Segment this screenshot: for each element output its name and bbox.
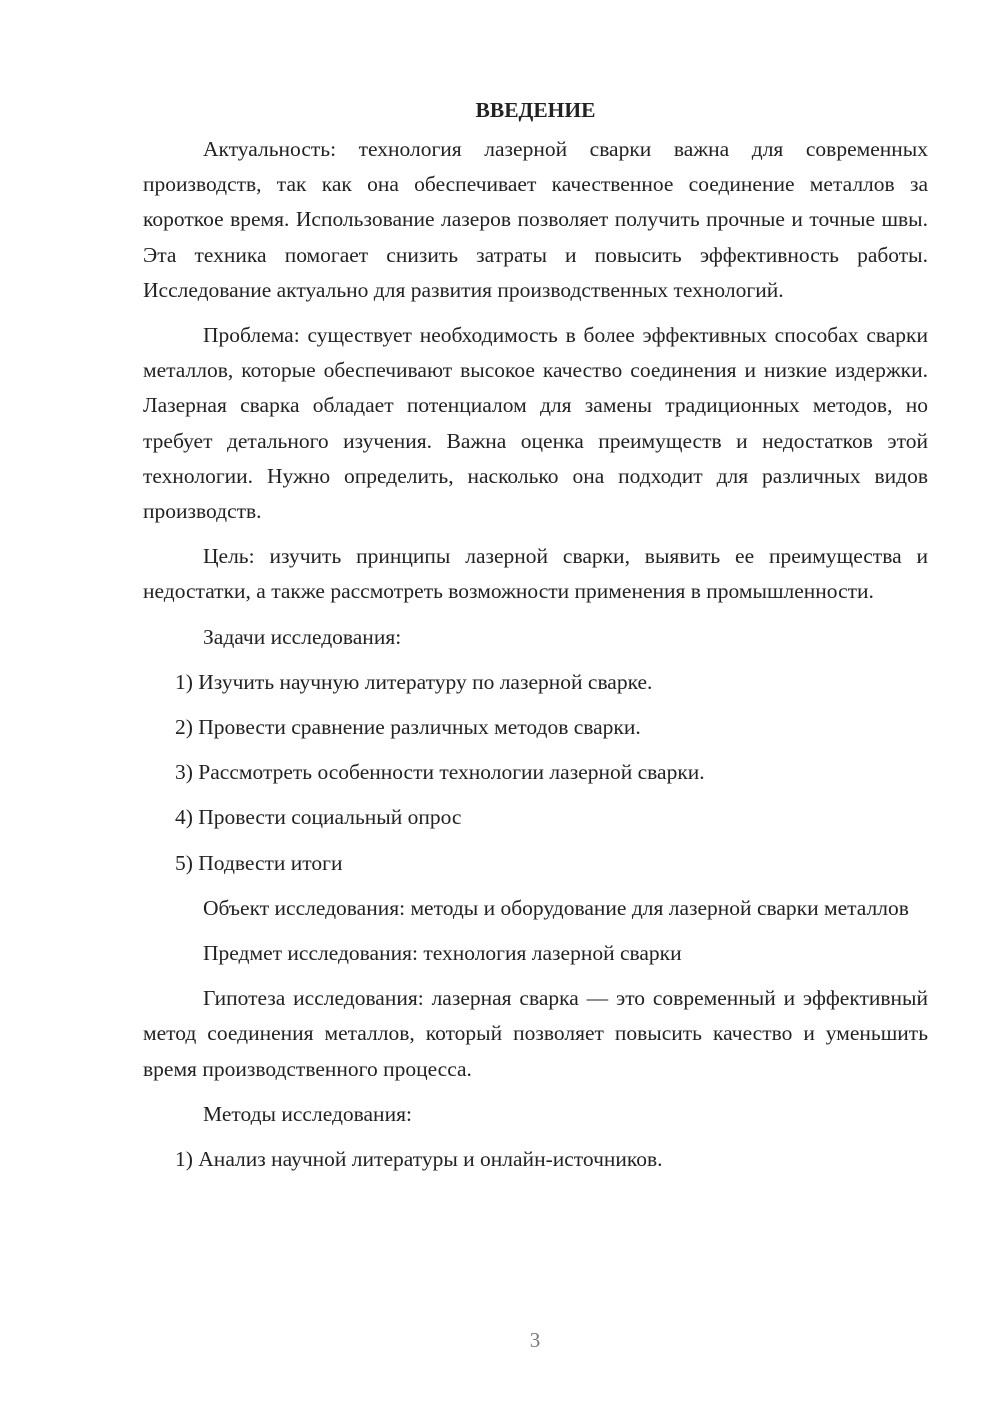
page-number: 3	[529, 1328, 541, 1352]
paragraph-relevance: Актуальность: технология лазерной сварки важна для современных производств, так как она обеспечивает качественное соединение металлов за короткое время. Использование лазеров позволяет получить прочные и точные швы. Эта техника помогает снизить затраты и повысить эффективность работы. Исследование актуально для развития производственных технологий.	[143, 137, 928, 302]
paragraph-object: Объект исследования: методы и оборудование для лазерной сварки металлов	[203, 895, 909, 920]
task-item-3: 3) Рассмотреть особенности технологии лазерной сварки.	[175, 760, 705, 785]
task-item-2: 2) Провести сравнение различных методов сварки.	[175, 715, 641, 740]
tasks-heading: Задачи исследования:	[203, 624, 402, 649]
paragraph-hypothesis: Гипотеза исследования: лазерная сварка — это современный и эффективный метод соединения металлов, который позволяет повысить качество и уменьшить время производственного процесса.	[143, 986, 928, 1081]
document-page	[143, 92, 928, 1187]
method-item-1: 1) Анализ научной литературы и онлайн-источников.	[175, 1147, 663, 1172]
paragraph-subject: Предмет исследования: технология лазерной сварки	[203, 941, 682, 966]
methods-heading: Методы исследования:	[203, 1101, 412, 1126]
task-item-5: 5) Подвести итоги	[175, 850, 343, 875]
paragraph-goal: Цель: изучить принципы лазерной сварки, выявить ее преимущества и недостатки, а также рассмотреть возможности применения в промышленности.	[143, 544, 928, 604]
task-item-4: 4) Провести социальный опрос	[175, 805, 462, 830]
paragraph-problem: Проблема: существует необходимость в более эффективных способах сварки металлов, которые обеспечивают высокое качество соединения и низкие издержки. Лазерная сварка обладает потенциалом для замены традиционных методов, но требует детального изучения. Важна оценка преимуществ и недостатков этой технологии. Нужно определить, насколько она подходит для различных видов производств.	[143, 323, 928, 524]
task-item-1: 1) Изучить научную литературу по лазерной сварке.	[175, 669, 653, 694]
page-title: ВВЕДЕНИЕ	[475, 98, 596, 122]
